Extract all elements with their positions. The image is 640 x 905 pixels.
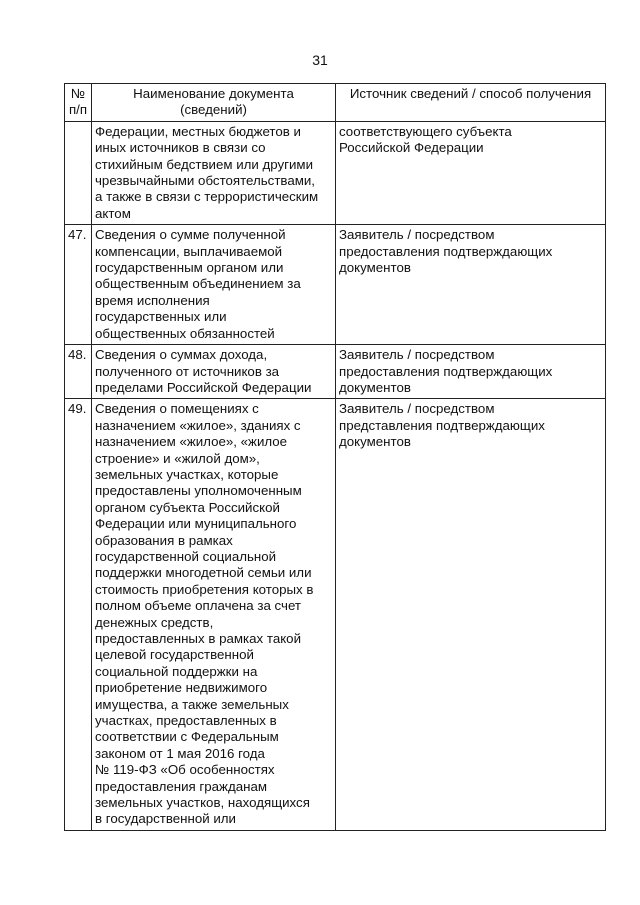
document-name-line: полученного от источников за [95,363,280,379]
table-row [65,345,606,399]
document-name-line: общественных обязанностей [95,325,275,341]
table-row [65,399,606,831]
document-name-line: назначением «жилое», зданиях с [95,417,301,433]
document-name-line: органом субъекта Российской [95,499,280,515]
header-number [65,84,92,122]
document-name-line: государственных или [95,309,227,325]
document-name-cell [92,225,336,345]
header-line: п/п [68,102,88,118]
document-name-line: участках, предоставленных в [95,713,277,729]
table-row [65,121,606,224]
row-number [65,121,92,224]
document-name-line: приобретение недвижимого [95,680,268,696]
document-name-line: имущества, а также земельных [95,696,289,712]
source-line: Российской Федерации [339,140,484,156]
document-name-line: образования в рамках [95,532,233,548]
document-name-line: полном объеме оплачена за счет [95,598,302,614]
document-name-line: строение» и «жилой дом», [95,450,260,466]
row-number: 48. [65,345,92,399]
document-name-line: социальной поддержки на [95,663,258,679]
source-line: представления подтверждающих [339,417,545,433]
document-name-line: предоставления гражданам [95,778,267,794]
document-name-line: денежных средств, [95,614,214,630]
document-name-line: государственным органом или [95,260,284,276]
documents-table [64,83,606,831]
document-name-line: компенсации, выплачиваемой [95,243,283,259]
document-name-line: соответствии с Федеральным [95,729,279,745]
document-name-line: актом [95,205,131,221]
header-line: Наименование документа [133,86,294,101]
document-name-line: Федерации или муниципального [95,516,297,532]
document-name-line: время исполнения [95,292,210,308]
source-line: документов [339,434,411,450]
source-line: документов [339,260,411,276]
source-cell [336,345,606,399]
source-line: предоставления подтверждающих [339,243,553,259]
table-body [65,121,606,830]
source-line: Заявитель / посредством [339,227,495,243]
document-name-line: Федерации, местных бюджетов и [95,123,301,139]
document-name-line: поддержки многодетной семьи или [95,565,312,581]
document-name-line: земельных участках, которые [95,466,279,482]
header-line: Источник сведений / способ получения [349,86,592,101]
document-name-line: Сведения о сумме полученной [95,227,286,243]
table-header-row [65,84,606,122]
source-line: предоставления подтверждающих [339,363,553,379]
source-line: соответствующего субъекта [339,123,512,139]
document-name-line: иных источников в связи со [95,140,266,156]
row-number: 49. [65,399,92,831]
document-name-line: стоимость приобретения которых в [95,581,314,597]
document-name-line: № 119-ФЗ «Об особенностях [95,762,275,778]
document-name-line: назначением «жилое», «жилое [95,434,288,450]
header-source [336,84,606,122]
document-name-line: общественным объединением за [95,276,301,292]
document-name-line: государственной социальной [95,548,277,564]
document-name-cell [92,399,336,831]
row-number: 47. [65,225,92,345]
document-name-line: Сведения о помещениях с [95,401,259,417]
page-number: 31 [312,52,328,68]
source-line: документов [339,379,411,395]
document-name-cell [92,345,336,399]
document-name-line: стихийным бедствием или другими [95,156,314,172]
source-line: Заявитель / посредством [339,401,495,417]
document-name-line: законом от 1 мая 2016 года [95,745,265,761]
document-name-line: в государственной или [95,811,236,827]
source-cell [336,399,606,831]
document-name-line: чрезвычайными обстоятельствами, [95,173,315,189]
source-cell [336,121,606,224]
source-cell [336,225,606,345]
document-name-line: предоставленных в рамках такой [95,631,301,646]
document-name-line: целевой государственной [95,647,254,663]
document-name-cell [92,121,336,224]
source-line: Заявитель / посредством [339,347,495,363]
header-document-name [92,84,336,122]
header-line: № [70,86,86,101]
document-name-line: Сведения о суммах дохода, [95,347,268,363]
document-name-line: пределами Российской Федерации [95,379,312,395]
document-name-line: а также в связи с террористическим [95,189,319,205]
table-row [65,225,606,345]
header-line: (сведений) [180,102,247,118]
document-name-line: предоставлены уполномоченным [95,483,302,499]
document-name-line: земельных участков, находящихся [95,795,310,811]
